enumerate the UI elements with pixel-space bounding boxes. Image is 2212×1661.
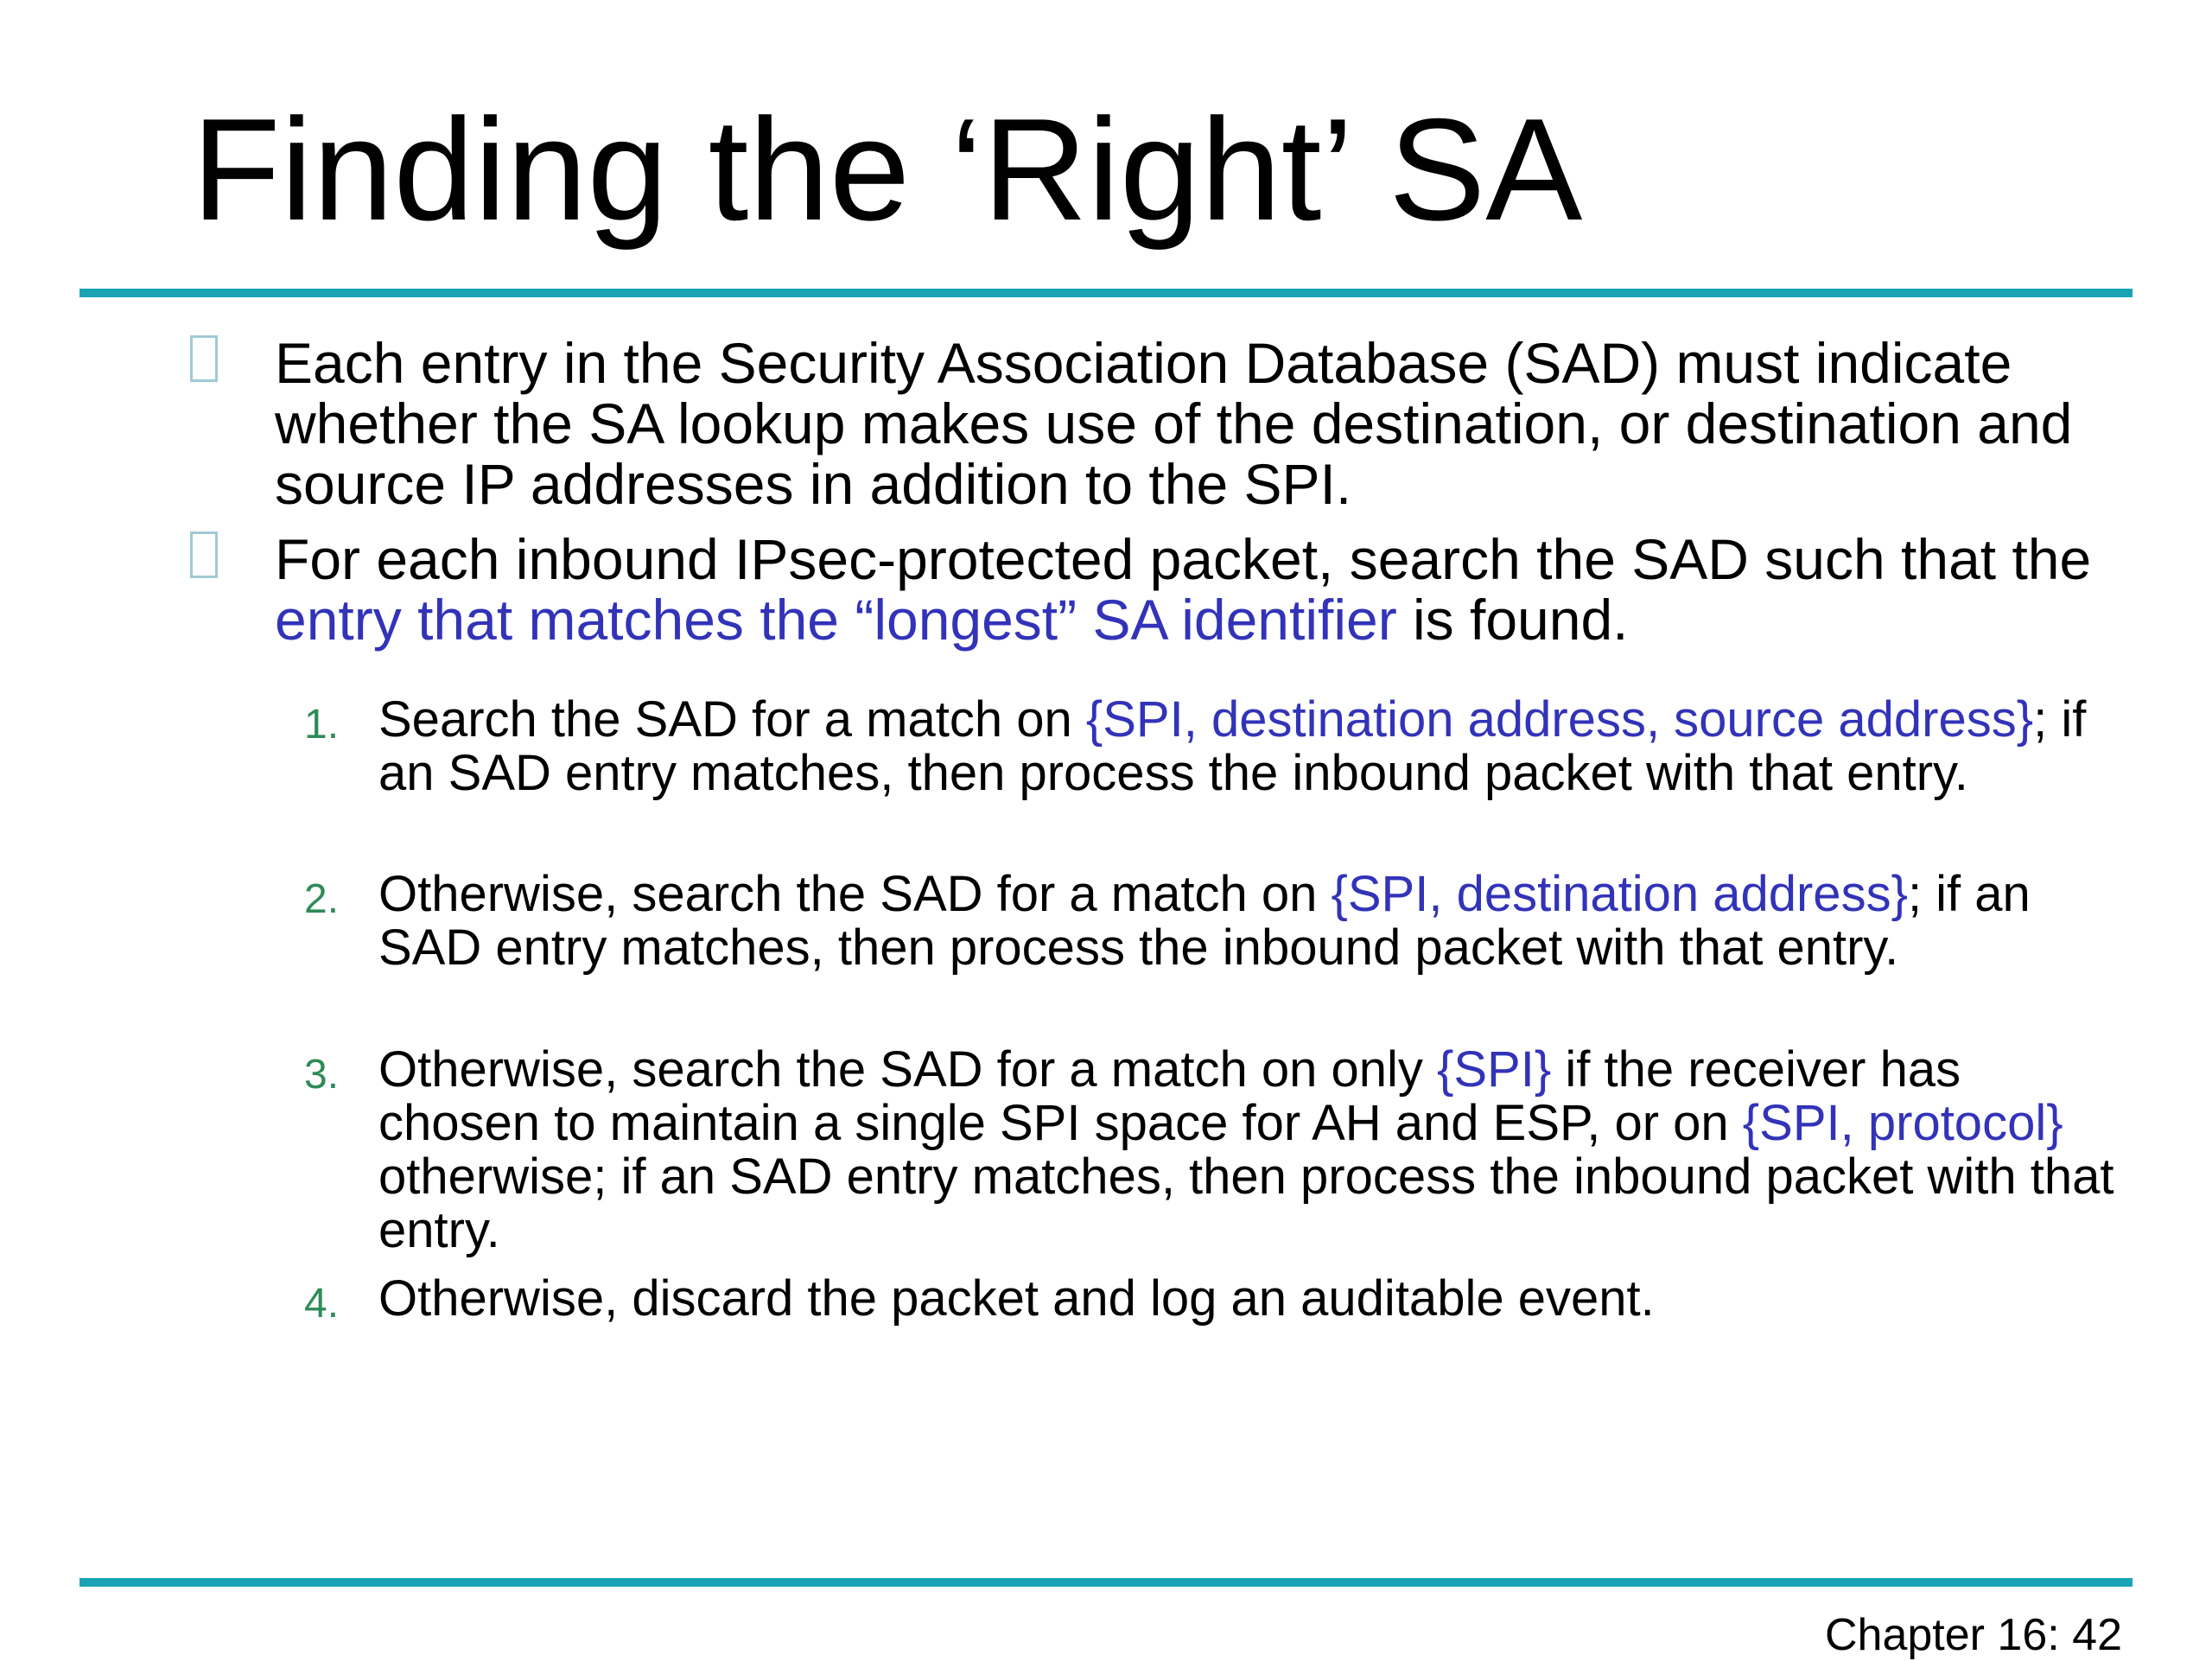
- step-item: [304, 1270, 2115, 1327]
- step-number: 1.: [304, 702, 340, 748]
- step-text: otherwise; if an SAD entry matches, then process the inbound packet with that entry.: [378, 1149, 2114, 1258]
- bottom-divider: [79, 1578, 2133, 1587]
- step-text: ; if an SAD entry matches, then process the inbound packet with that entry.: [378, 866, 2031, 976]
- step-item: [304, 691, 2115, 801]
- step-highlight: {SPI}: [1437, 1041, 1552, 1098]
- bullet-text: Each entry in the Security Association Database (SAD) must indicate whether the SA lookup makes use of the destination, or destination and source IP addresses in addition to the SPI.: [275, 331, 2073, 516]
- bullet-item: [275, 529, 2141, 650]
- bullet-box-icon: [190, 531, 218, 578]
- top-divider: [79, 289, 2133, 297]
- step-text: if the receiver has chosen to maintain a single SPI space for AH and ESP, or on: [378, 1041, 1961, 1151]
- step-number: 3.: [304, 1052, 340, 1098]
- step-text: Otherwise, search the SAD for a match on only: [378, 1041, 1437, 1098]
- step-highlight: {SPI, destination address, source address}: [1085, 691, 2034, 748]
- step-item: [304, 1041, 2115, 1258]
- step-highlight: {SPI, destination address}: [1331, 866, 1908, 922]
- bullet-item: [275, 333, 2141, 514]
- step-number: 2.: [304, 876, 340, 922]
- bullet-text: is found.: [1396, 588, 1629, 652]
- slide-footer: Chapter 16: 42: [1824, 1610, 2122, 1660]
- bullet-text: For each inbound IPsec-protected packet, search the SAD such that the: [275, 527, 2092, 591]
- step-text: Otherwise, search the SAD for a match on: [378, 866, 1332, 922]
- step-highlight: {SPI, protocol}: [1742, 1095, 2063, 1151]
- step-text: Otherwise, discard the packet and log an auditable event.: [378, 1270, 1655, 1327]
- bullet-highlight: entry that matches the “longest” SA identifier: [275, 588, 1397, 652]
- step-number: 4.: [304, 1281, 340, 1327]
- step-text: Search the SAD for a match on: [378, 691, 1086, 748]
- slide-title: Finding the ‘Right’ SA: [192, 88, 1583, 251]
- step-text: ; if an SAD entry matches, then process the inbound packet with that entry.: [378, 691, 2087, 801]
- step-item: [304, 866, 2115, 976]
- bullet-box-icon: [190, 335, 218, 382]
